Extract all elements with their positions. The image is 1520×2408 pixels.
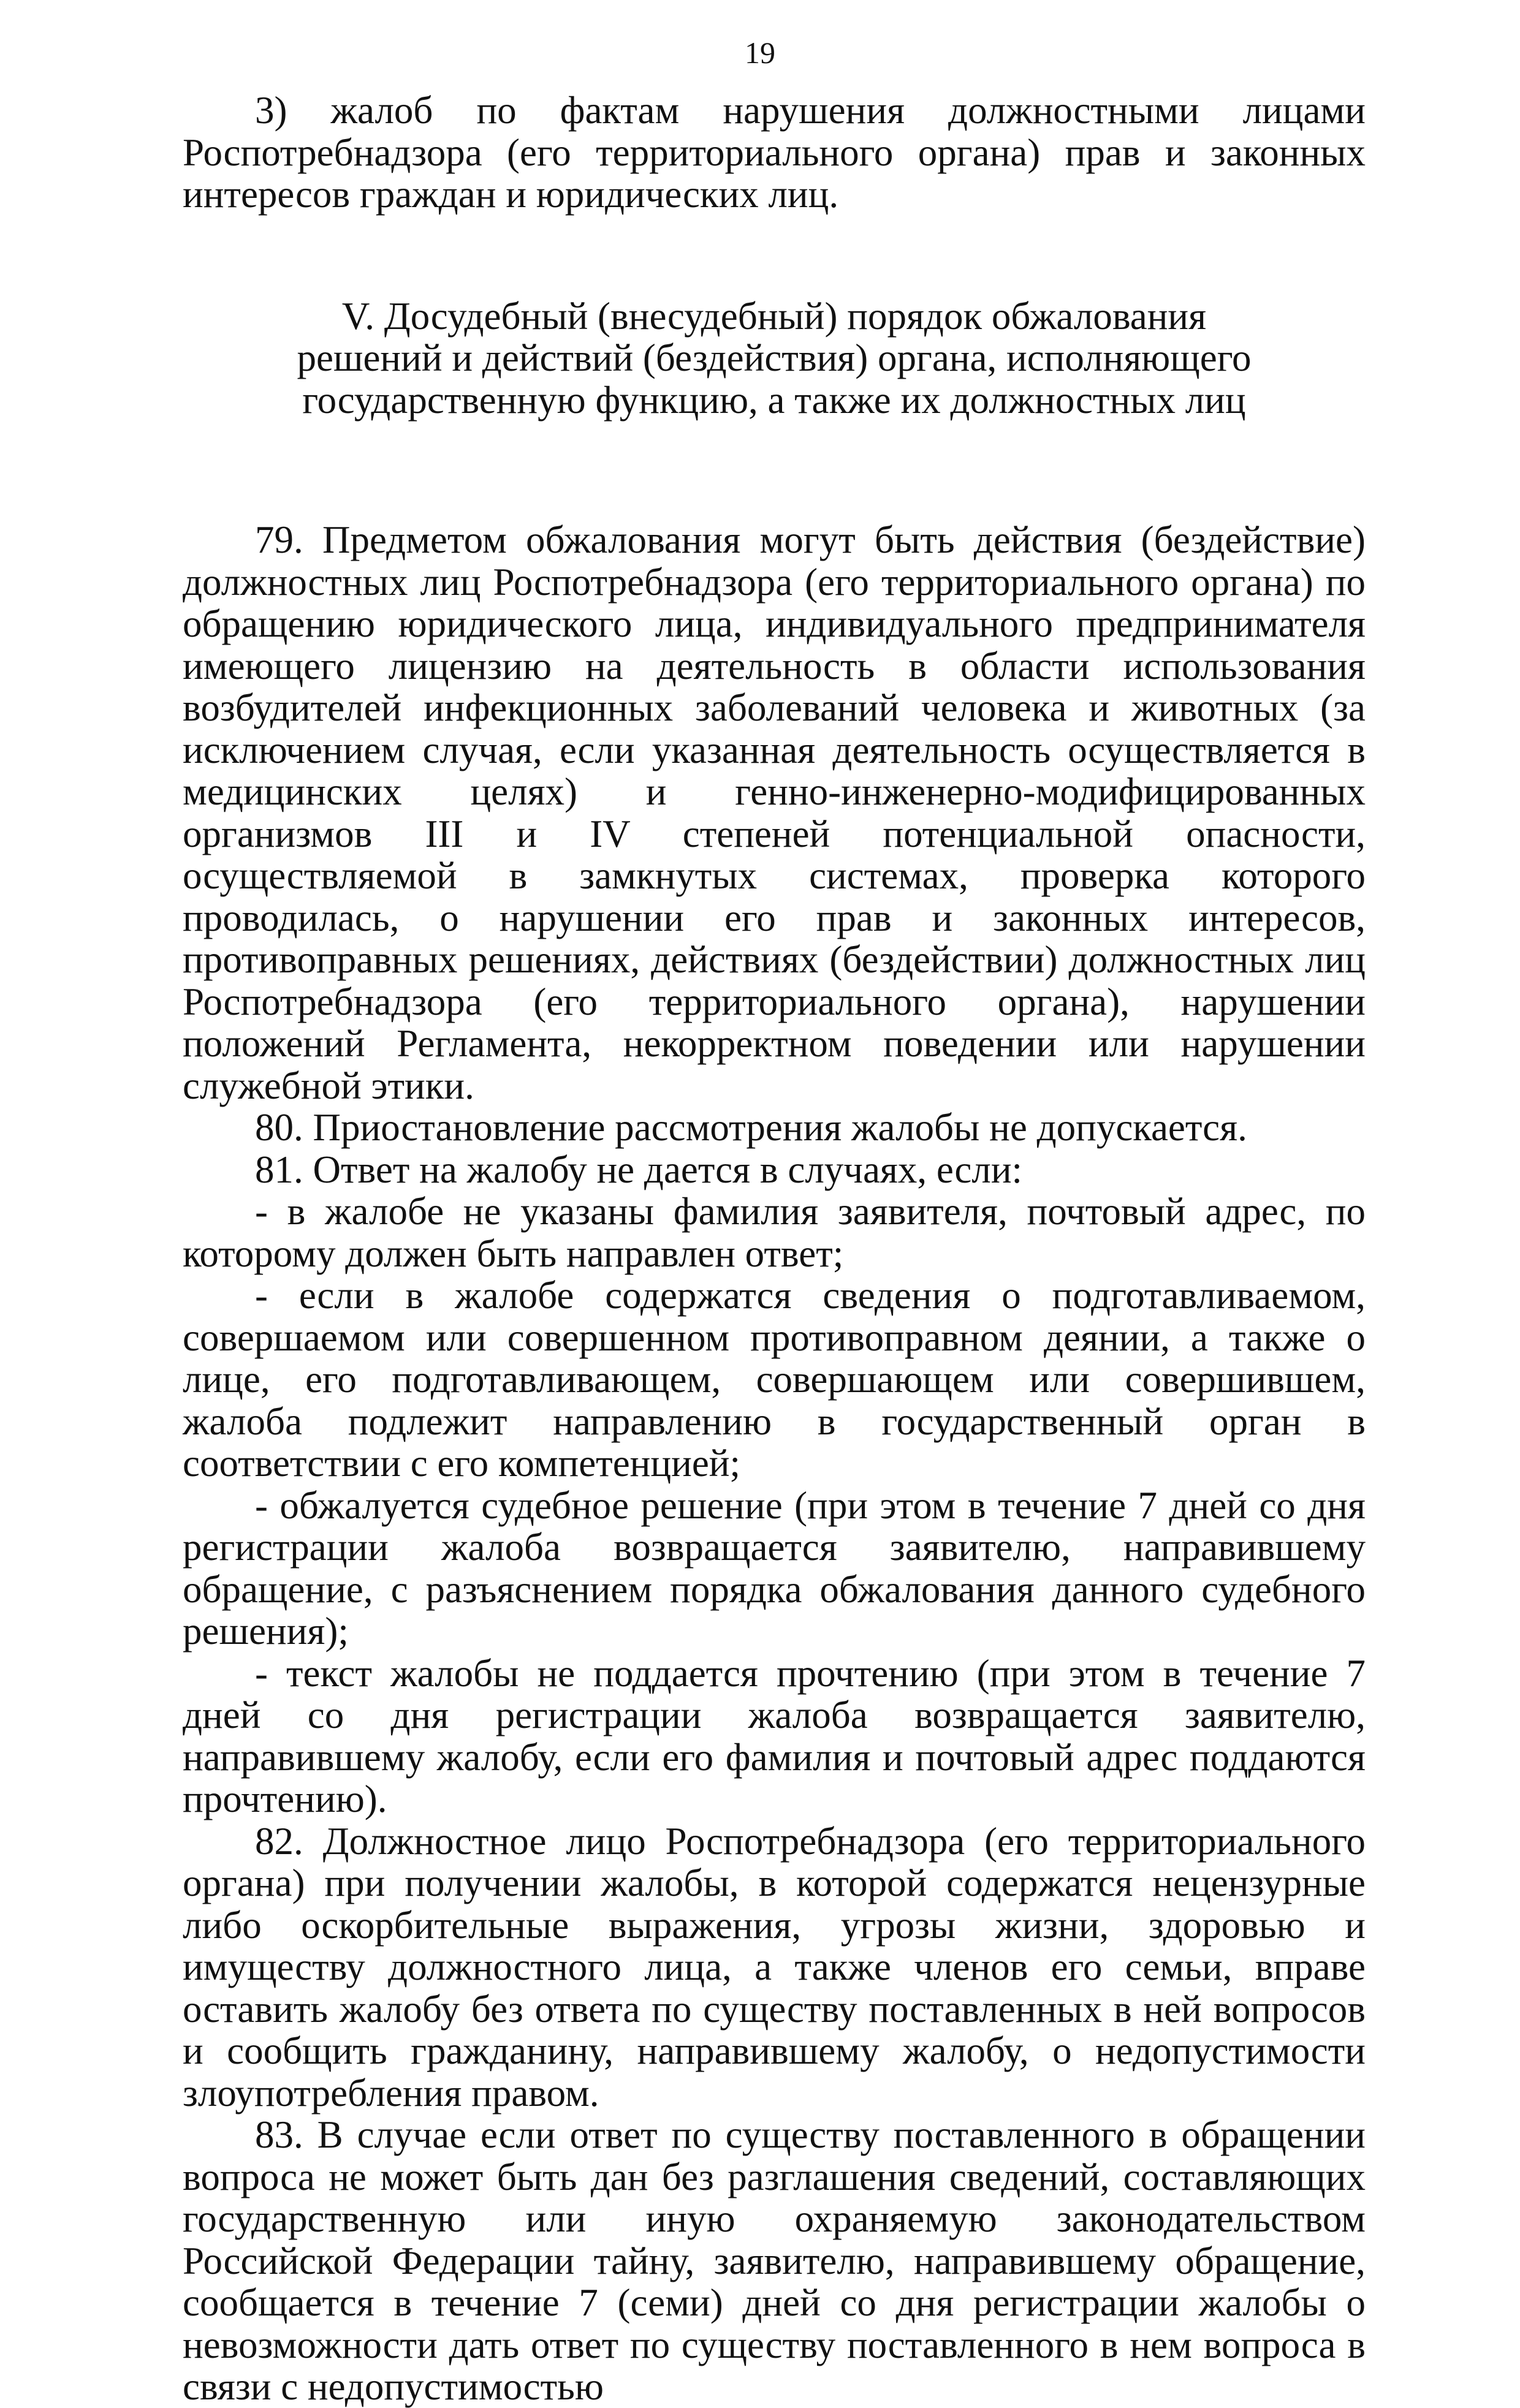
section-heading-line-1: V. Досудебный (внесудебный) порядок обжалования [341,294,1207,338]
intro-paragraph: 3) жалоб по фактам нарушения должностными лицами Роспотребнадзора (его территориального органа) прав и законных интересов граждан и юридических лиц. [183,89,1366,216]
paragraph-79: 79. Предметом обжалования могут быть действия (бездействие) должностных лиц Роспотребнадзора (его территориального органа) по обращению юридического лица, индивидуального предпринимателя имеющего лицензию на деятельность в области использования возбудителей инфекционных заболеваний человека и животных (за исключением случая, если указанная деятельность осуществляется в медицинских целях) и генно-инженерно-модифицированных организмов III и IV степеней потенциальной опасности, осуществляемой в замкнутых системах, проверка которого проводилась, о нарушении его прав и законных интересов, противоправных решениях, действиях (бездействии) должностных лиц Роспотребнадзора (его территориального органа), нарушении положений Регламента, некорректном поведении или нарушении служебной этики. [183,518,1366,1107]
document-body [183,89,1366,2408]
page-number: 19 [745,36,775,70]
paragraph-81-item-1: - в жалобе не указаны фамилия заявителя, почтовый адрес, по которому должен быть направлен ответ; [183,1190,1366,1275]
paragraph-81-item-3: - обжалуется судебное решение (при этом в течение 7 дней со дня регистрации жалоба возвращается заявителю, направившему обращение, с разъяснением порядка обжалования данного судебного решения); [183,1483,1366,1653]
paragraph-83: 83. В случае если ответ по существу поставленного в обращении вопроса не может быть дан без разглашения сведений, составляющих государственную или иную охраняемую законодательством Российской Федерации тайну, заявителю, направившему обращение, сообщается в течение 7 (семи) дней со дня регистрации жалобы о невозможности дать ответ по существу поставленного в нем вопроса в связи с недопустимостью [183,2113,1366,2408]
paragraph-82: 82. Должностное лицо Роспотребнадзора (его территориального органа) при получении жалобы, в которой содержатся нецензурные либо оскорбительные выражения, угрозы жизни, здоровью и имуществу должностного лица, а также членов его семьи, вправе оставить жалобу без ответа по существу поставленных в ней вопросов и сообщить гражданину, направившему жалобу, о недопустимости злоупотребления правом. [183,1819,1366,2115]
section-heading-line-2: решений и действий (бездействия) органа, исполняющего [297,336,1252,379]
paragraph-80: 80. Приостановление рассмотрения жалобы не допускается. [255,1106,1247,1149]
paragraph-81: 81. Ответ на жалобу не дается в случаях, если: [255,1148,1023,1191]
section-heading [183,295,1366,422]
paragraph-81-item-4: - текст жалобы не поддается прочтению (при этом в течение 7 дней со дня регистрации жалоба возвращается заявителю, направившему жалобу, если его фамилия и почтовый адрес поддаются прочтению). [183,1651,1366,1820]
section-heading-line-3: государственную функцию, а также их должностных лиц [302,378,1246,422]
paragraph-81-item-2: - если в жалобе содержатся сведения о подготавливаемом, совершаемом или совершенном противоправном деянии, а также о лице, его подготавливающем, совершающем или совершившем, жалоба подлежит направлению в государственный орган в соответствии с его компетенцией; [183,1274,1366,1485]
